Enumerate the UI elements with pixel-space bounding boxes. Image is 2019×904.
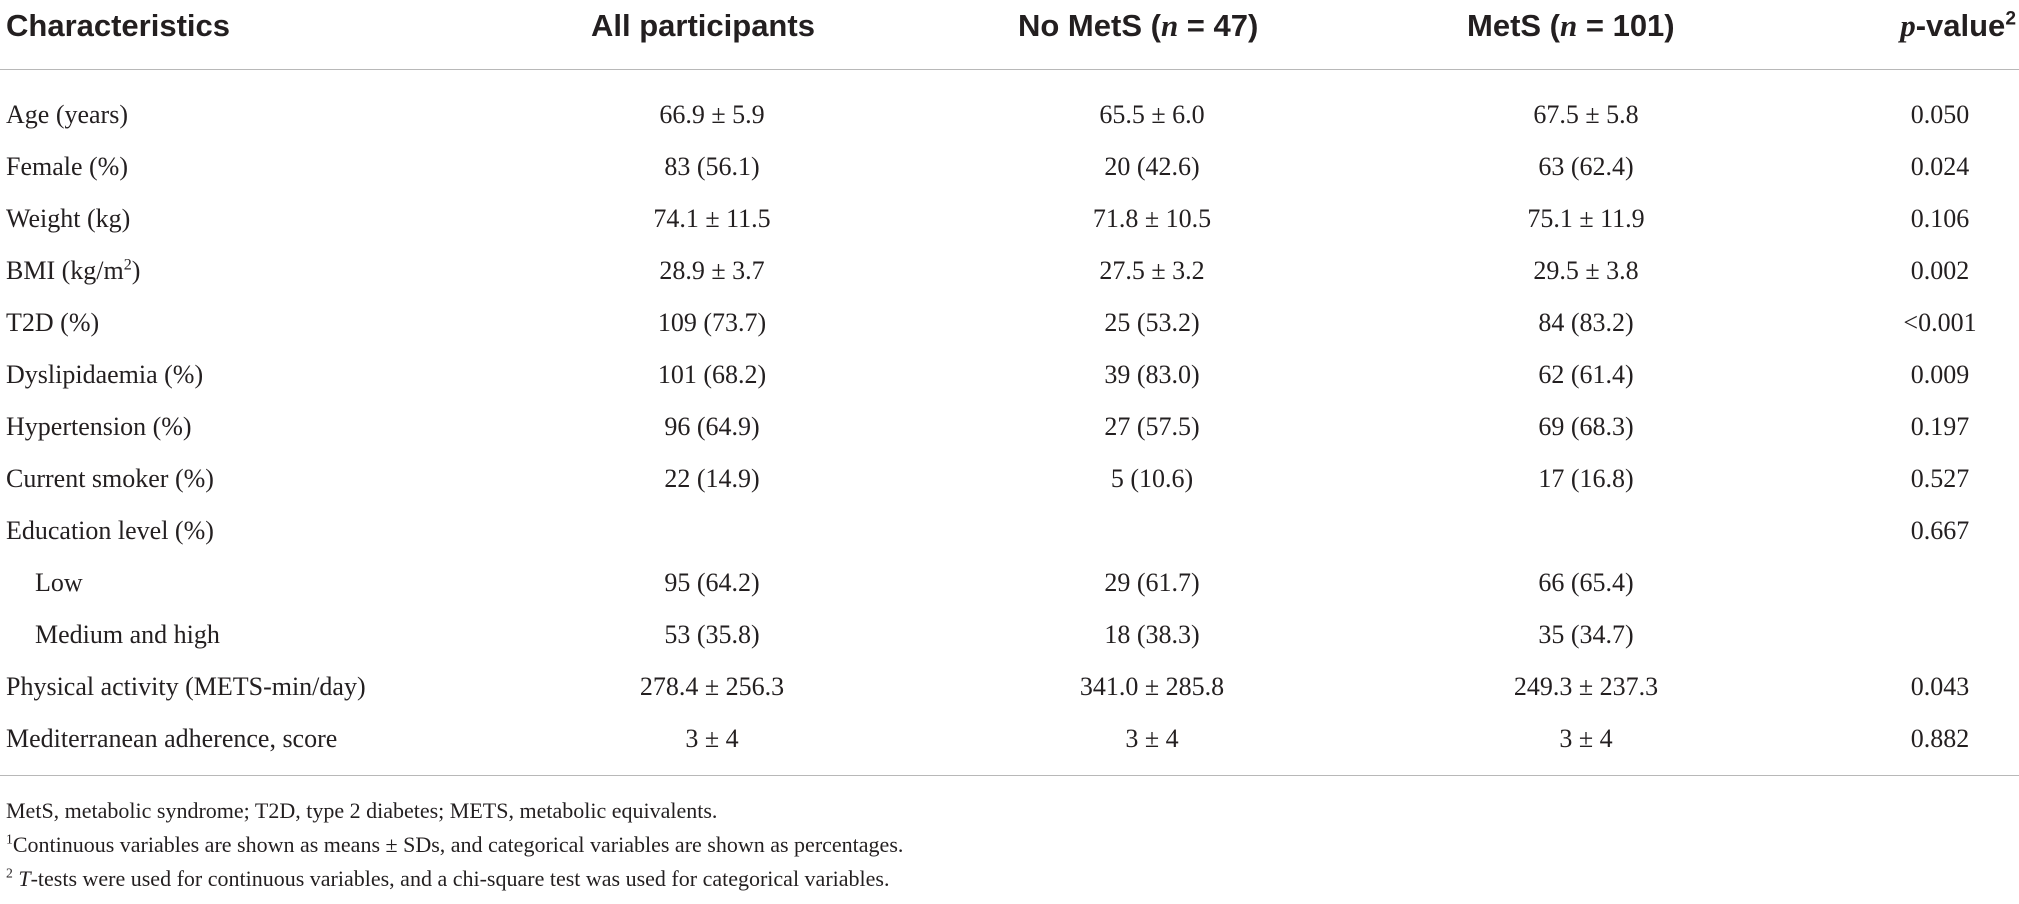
row-label: Low <box>35 568 83 597</box>
cell-all: 278.4 ± 256.3 <box>639 672 785 701</box>
row-label: Weight (kg) <box>6 204 131 233</box>
cell-no-mets: 65.5 ± 6.0 <box>1099 100 1205 129</box>
table-row <box>0 400 2019 452</box>
header-mets-suffix: = 101) <box>1577 8 1675 43</box>
cell-no-mets: 29 (61.7) <box>1104 568 1200 597</box>
header-no-mets <box>1018 8 1258 44</box>
row-label: T2D (%) <box>6 308 100 337</box>
header-mets-n: n <box>1560 8 1578 43</box>
row-label: Mediterranean adherence, score <box>6 724 338 753</box>
cell-all: 66.9 ± 5.9 <box>659 100 765 129</box>
cell-all: 3 ± 4 <box>685 724 739 753</box>
table-row <box>0 296 2019 348</box>
footnote-2 <box>6 862 903 896</box>
table-row <box>0 348 2019 400</box>
header-no-mets-suffix: = 47) <box>1178 8 1259 43</box>
header-no-mets-n: n <box>1160 8 1179 43</box>
cell-no-mets: 18 (38.3) <box>1104 620 1200 649</box>
cell-no-mets: 3 ± 4 <box>1125 724 1179 753</box>
row-label: Medium and high <box>35 620 220 649</box>
cell-all: 83 (56.1) <box>664 152 760 181</box>
cell-p-value: 0.009 <box>1910 360 1970 389</box>
footnote-2-t: T <box>18 866 31 891</box>
cell-mets: 17 (16.8) <box>1538 464 1634 493</box>
cell-no-mets: 39 (83.0) <box>1104 360 1200 389</box>
footnote-1-marker: 1 <box>6 831 13 847</box>
cell-all: 53 (35.8) <box>664 620 760 649</box>
table-row <box>0 192 2019 244</box>
cell-all: 101 (68.2) <box>657 360 767 389</box>
cell-mets: 75.1 ± 11.9 <box>1527 204 1645 233</box>
header-p-sup: 2 <box>2005 8 2016 30</box>
cell-p-value: 0.527 <box>1910 464 1970 493</box>
footnote-1 <box>6 828 903 862</box>
row-label-sup: 2 <box>123 256 132 274</box>
row-label: Dyslipidaemia (%) <box>6 360 204 389</box>
cell-mets: 62 (61.4) <box>1538 360 1634 389</box>
header-rule <box>0 69 2019 70</box>
table-row <box>0 140 2019 192</box>
cell-all: 28.9 ± 3.7 <box>659 256 765 285</box>
header-mets-prefix: MetS ( <box>1467 8 1560 43</box>
cell-mets: 63 (62.4) <box>1538 152 1634 181</box>
cell-mets: 84 (83.2) <box>1538 308 1634 337</box>
cell-no-mets: 27.5 ± 3.2 <box>1099 256 1205 285</box>
table-footnotes <box>6 794 903 896</box>
row-label-bmi <box>6 256 140 286</box>
table-row <box>0 452 2019 504</box>
table-row <box>0 504 2019 556</box>
row-label: Current smoker (%) <box>6 464 214 493</box>
row-label: Age (years) <box>6 100 128 129</box>
header-p-rest: -value <box>1915 8 2006 43</box>
row-label: Hypertension (%) <box>6 412 192 441</box>
cell-p-value: 0.024 <box>1910 152 1970 181</box>
cell-all: 22 (14.9) <box>664 464 760 493</box>
footnote-1-text: Continuous variables are shown as means ± SDs, and categorical variables are shown as percentages. <box>12 832 904 857</box>
header-p-value <box>1900 8 2016 44</box>
cell-p-value: 0.002 <box>1910 256 1970 285</box>
header-no-mets-prefix: No MetS ( <box>1018 8 1161 43</box>
row-label-tail: ) <box>131 256 141 285</box>
table-row <box>0 660 2019 712</box>
table-row <box>0 88 2019 140</box>
row-label: Education level (%) <box>6 516 214 545</box>
cell-mets: 35 (34.7) <box>1538 620 1634 649</box>
cell-no-mets: 25 (53.2) <box>1104 308 1200 337</box>
cell-no-mets: 27 (57.5) <box>1104 412 1200 441</box>
cell-mets: 3 ± 4 <box>1559 724 1613 753</box>
table-row <box>0 608 2019 660</box>
cell-mets: 29.5 ± 3.8 <box>1533 256 1639 285</box>
cell-all: 95 (64.2) <box>664 568 760 597</box>
table-row <box>0 712 2019 764</box>
row-label: Physical activity (METS-min/day) <box>6 672 366 701</box>
row-label: BMI (kg/m <box>6 256 124 285</box>
cell-mets: 249.3 ± 237.3 <box>1513 672 1659 701</box>
cell-no-mets: 341.0 ± 285.8 <box>1079 672 1225 701</box>
cell-mets: 66 (65.4) <box>1538 568 1634 597</box>
footnote-abbreviations: MetS, metabolic syndrome; T2D, type 2 diabetes; METS, metabolic equivalents. <box>6 798 718 823</box>
cell-p-value: 0.882 <box>1910 724 1970 753</box>
table-row <box>0 244 2019 296</box>
header-all-participants: All participants <box>591 8 815 43</box>
cell-p-value: 0.106 <box>1910 204 1970 233</box>
cell-no-mets: 71.8 ± 10.5 <box>1092 204 1212 233</box>
footnote-2-text: -tests were used for continuous variables, and a chi-square test was used for categorical variables. <box>30 866 890 891</box>
header-characteristics: Characteristics <box>6 8 231 43</box>
table-header <box>0 0 2019 56</box>
cell-mets: 69 (68.3) <box>1538 412 1634 441</box>
cell-all: 74.1 ± 11.5 <box>653 204 771 233</box>
header-p-letter: p <box>1900 8 1916 43</box>
footer-rule <box>0 775 2019 776</box>
footnote-2-marker: 2 <box>6 865 13 881</box>
cell-no-mets: 20 (42.6) <box>1104 152 1200 181</box>
cell-all: 109 (73.7) <box>657 308 767 337</box>
cell-p-value: 0.667 <box>1910 516 1970 545</box>
cell-no-mets: 5 (10.6) <box>1110 464 1194 493</box>
cell-p-value: 0.050 <box>1910 100 1970 129</box>
header-mets <box>1467 8 1675 44</box>
cell-p-value: 0.197 <box>1910 412 1970 441</box>
cell-p-value: <0.001 <box>1903 308 1977 337</box>
cell-p-value: 0.043 <box>1910 672 1970 701</box>
cell-all: 96 (64.9) <box>664 412 760 441</box>
row-label: Female (%) <box>6 152 129 181</box>
cell-mets: 67.5 ± 5.8 <box>1533 100 1639 129</box>
table-row <box>0 556 2019 608</box>
